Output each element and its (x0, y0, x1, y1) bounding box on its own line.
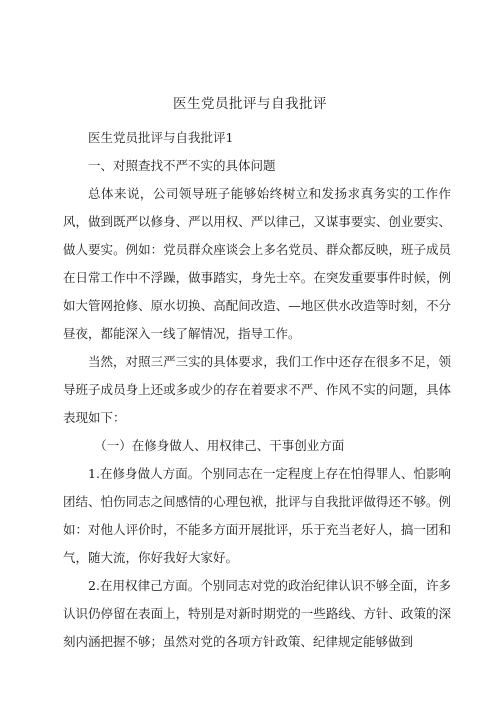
body-paragraph: 1.在修身做人方面。个别同志在一定程度上存在怕得罪人、怕影响团结、怕伤同志之间感情的心理包袱，批评与自我批评做得还不够。例如：对他人评价时，不能多方面开展批评，乐于充当老好人，搞一团和气，随大流，你好我好大家好。 (63, 466, 451, 565)
body-paragraph: 总体来说，公司领导班子能够始终树立和发扬求真务实的工作作风，做到既严以修身、严以用权、严以律己，又谋事要实、创业要实、做人要实。例如：党员群众座谈会上多名党员、群众都反映，班子成员在日常工作中不浮躁，做事踏实，身先士卒。在突发重要事件时候，例如大管网抢修、原水切换、高配间改造、—地区供水改造等时刻，不分昼夜，都能深入一线了解情况，指导工作。 (63, 186, 451, 341)
document-title: 医生党员批评与自我批评 (173, 96, 327, 112)
document-body (63, 124, 451, 656)
subsection-heading: （一）在修身做人、用权律己、干事创业方面 (94, 438, 345, 453)
body-paragraph: 当然，对照三严三实的具体要求，我们工作中还存在很多不足，领导班子成员身上还或多或少的存在着要求不严、作风不实的问题，具体表现如下： (63, 354, 451, 425)
body-paragraph: 2.在用权律己方面。个别同志对党的政治纪律认识不够全面，许多认识仍停留在表面上，特别是对新时期党的一些路线、方针、政策的深刻内涵把握不够；虽然对党的各项方针政策、纪律规定能够做到 (63, 578, 451, 649)
subtitle-paragraph: 医生党员批评与自我批评1 (88, 130, 234, 145)
section-heading: 一、对照查找不严不实的具体问题 (88, 158, 276, 173)
